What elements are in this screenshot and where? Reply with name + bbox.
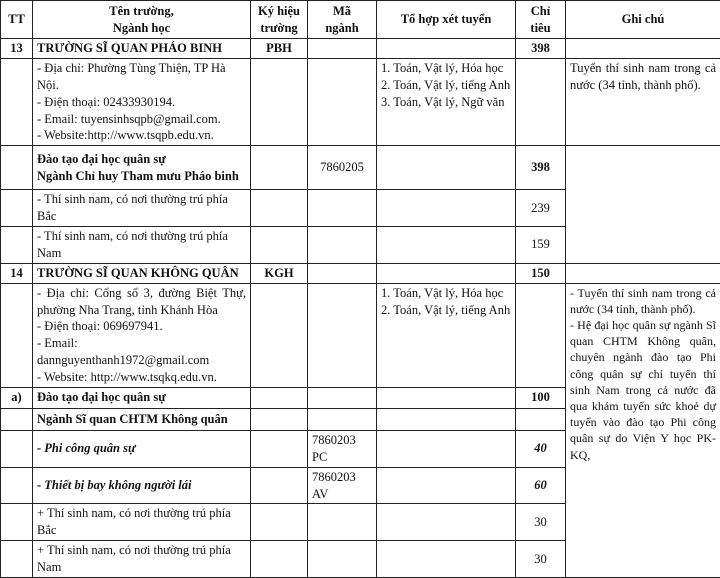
school-code: KGH bbox=[251, 263, 308, 283]
school-quota: 150 bbox=[516, 263, 566, 283]
quota-value: 30 bbox=[516, 541, 566, 578]
program-code: 7860205 bbox=[308, 146, 377, 190]
header-code-1: Ký hiệu bbox=[255, 3, 303, 20]
header-combo: Tổ hợp xét tuyển bbox=[377, 1, 516, 39]
empty-cell bbox=[516, 408, 566, 430]
empty-cell bbox=[251, 283, 308, 387]
program-quota: 398 bbox=[516, 146, 566, 190]
phone: - Điện thoại: 069697941. bbox=[37, 318, 246, 335]
empty-cell bbox=[566, 39, 720, 59]
school-info bbox=[33, 283, 251, 387]
empty-cell bbox=[566, 263, 720, 283]
header-tt: TT bbox=[1, 1, 33, 39]
header-name bbox=[33, 1, 251, 39]
school-quota: 398 bbox=[516, 39, 566, 59]
specialty-name: - Thiết bị bay không người lái bbox=[33, 467, 251, 504]
empty-cell bbox=[1, 146, 33, 190]
empty-cell bbox=[1, 504, 33, 541]
empty-cell bbox=[308, 387, 377, 408]
combo-item: 1. Toán, Vật lý, Hóa học bbox=[381, 285, 511, 302]
school-tt: 14 bbox=[1, 263, 33, 283]
empty-cell bbox=[516, 58, 566, 145]
school-tt: 13 bbox=[1, 39, 33, 59]
specialty-code: 7860203 PC bbox=[308, 430, 377, 467]
header-major bbox=[308, 1, 377, 39]
empty-cell bbox=[1, 190, 33, 227]
header-major-1: Mã bbox=[312, 3, 372, 20]
empty-cell bbox=[251, 387, 308, 408]
empty-cell bbox=[308, 283, 377, 387]
combo-item: 2. Toán, Vật lý, tiếng Anh bbox=[381, 77, 511, 94]
program-quota: 100 bbox=[516, 387, 566, 408]
school-name: TRƯỜNG SĨ QUAN KHÔNG QUÂN bbox=[33, 263, 251, 283]
empty-cell bbox=[308, 408, 377, 430]
empty-cell bbox=[1, 58, 33, 145]
header-row bbox=[1, 1, 720, 39]
empty-cell bbox=[308, 263, 377, 283]
quota-label: + Thí sinh nam, có nơi thường trú phía Nam bbox=[33, 541, 251, 578]
school-info bbox=[33, 58, 251, 145]
empty-cell bbox=[1, 467, 33, 504]
empty-cell bbox=[1, 283, 33, 387]
header-quota-1: Chỉ bbox=[520, 3, 561, 20]
empty-cell bbox=[377, 263, 516, 283]
combo-item: 3. Toán, Vật lý, Ngữ văn bbox=[381, 94, 511, 111]
empty-cell bbox=[308, 39, 377, 59]
phone: - Điện thoại: 02433930194. bbox=[37, 94, 246, 111]
note: Tuyển thí sinh nam trong cả nước (34 tỉnh, thành phố). bbox=[566, 58, 720, 145]
empty-cell bbox=[251, 408, 308, 430]
note-line: - Hệ đại học quân sự ngành Sĩ quan CHTM Không quân, chuyên ngành đào tạo Phi công quân sự chỉ tuyển thí sinh Nam trong cả nước đã qua khám tuyển sức khoẻ dự tuyển vào đào tạo Phi công quân sự do Viện Y học PK-KQ, bbox=[570, 317, 716, 463]
empty-cell bbox=[251, 227, 308, 264]
major-name: Ngành Sĩ quan CHTM Không quân bbox=[33, 408, 251, 430]
empty-cell bbox=[1, 430, 33, 467]
empty-cell bbox=[566, 146, 720, 264]
empty-cell bbox=[377, 227, 516, 264]
specialty-quota: 40 bbox=[516, 430, 566, 467]
empty-cell bbox=[251, 146, 308, 190]
empty-cell bbox=[251, 504, 308, 541]
empty-cell bbox=[377, 467, 516, 504]
header-quota-2: tiêu bbox=[520, 20, 561, 37]
empty-cell bbox=[377, 39, 516, 59]
empty-cell bbox=[377, 387, 516, 408]
quota-value: 30 bbox=[516, 504, 566, 541]
note bbox=[566, 283, 720, 577]
empty-cell bbox=[251, 430, 308, 467]
specialty-code: 7860203 AV bbox=[308, 467, 377, 504]
empty-cell bbox=[377, 541, 516, 578]
school-row bbox=[1, 263, 720, 283]
empty-cell bbox=[1, 408, 33, 430]
empty-cell bbox=[377, 146, 516, 190]
quota-value: 159 bbox=[516, 227, 566, 264]
empty-cell bbox=[377, 408, 516, 430]
program-line: Ngành Chỉ huy Tham mưu Pháo binh bbox=[37, 168, 246, 185]
header-quota bbox=[516, 1, 566, 39]
program-row bbox=[1, 146, 720, 190]
email: - Email: tuyensinhsqpb@gmail.com. bbox=[37, 111, 246, 128]
school-name: TRƯỜNG SĨ QUAN PHÁO BINH bbox=[33, 39, 251, 59]
header-name-1: Tên trường, bbox=[37, 3, 246, 20]
header-code bbox=[251, 1, 308, 39]
header-name-2: Ngành học bbox=[37, 20, 246, 37]
empty-cell bbox=[251, 190, 308, 227]
combo-item: 1. Toán, Vật lý, Hóa học bbox=[381, 60, 511, 77]
program-tt: a) bbox=[1, 387, 33, 408]
school-info-row bbox=[1, 58, 720, 145]
school-row bbox=[1, 39, 720, 59]
header-code-2: trường bbox=[255, 20, 303, 37]
specialty-quota: 60 bbox=[516, 467, 566, 504]
empty-cell bbox=[377, 504, 516, 541]
empty-cell bbox=[308, 227, 377, 264]
quota-label: - Thí sinh nam, có nơi thường trú phía Nam bbox=[33, 227, 251, 264]
email: - Email: dannguyenthanh1972@gmail.com bbox=[37, 335, 246, 369]
header-major-2: ngành bbox=[312, 20, 372, 37]
program-line: Đào tạo đại học quân sự bbox=[37, 151, 246, 168]
program-name bbox=[33, 146, 251, 190]
quota-label: + Thí sinh nam, có nơi thường trú phía Bắc bbox=[33, 504, 251, 541]
empty-cell bbox=[251, 541, 308, 578]
address: - Địa chỉ: Cổng số 3, đường Biệt Thự, phường Nha Trang, tỉnh Khánh Hòa bbox=[37, 285, 246, 319]
empty-cell bbox=[308, 190, 377, 227]
specialty-name: - Phi công quân sự bbox=[33, 430, 251, 467]
school-info-row bbox=[1, 283, 720, 387]
program-name: Đào tạo đại học quân sự bbox=[33, 387, 251, 408]
school-code: PBH bbox=[251, 39, 308, 59]
empty-cell bbox=[1, 541, 33, 578]
combos bbox=[377, 283, 516, 387]
note-line: - Tuyển thí sinh nam trong cả nước (34 tỉnh, thành phố). bbox=[570, 285, 716, 317]
empty-cell bbox=[1, 227, 33, 264]
empty-cell bbox=[308, 504, 377, 541]
combos bbox=[377, 58, 516, 145]
empty-cell bbox=[516, 283, 566, 387]
website: - Website: http://www.tsqkq.edu.vn. bbox=[37, 369, 246, 386]
empty-cell bbox=[377, 190, 516, 227]
empty-cell bbox=[308, 58, 377, 145]
empty-cell bbox=[377, 430, 516, 467]
empty-cell bbox=[251, 467, 308, 504]
website: - Website:http://www.tsqpb.edu.vn. bbox=[37, 127, 246, 144]
combo-item: 2. Toán, Vật lý, tiếng Anh bbox=[381, 302, 511, 319]
address: - Địa chỉ: Phường Tùng Thiện, TP Hà Nội. bbox=[37, 60, 246, 94]
header-note: Ghi chú bbox=[566, 1, 720, 39]
empty-cell bbox=[251, 58, 308, 145]
quota-label: - Thí sinh nam, có nơi thường trú phía Bắc bbox=[33, 190, 251, 227]
quota-value: 239 bbox=[516, 190, 566, 227]
empty-cell bbox=[308, 541, 377, 578]
